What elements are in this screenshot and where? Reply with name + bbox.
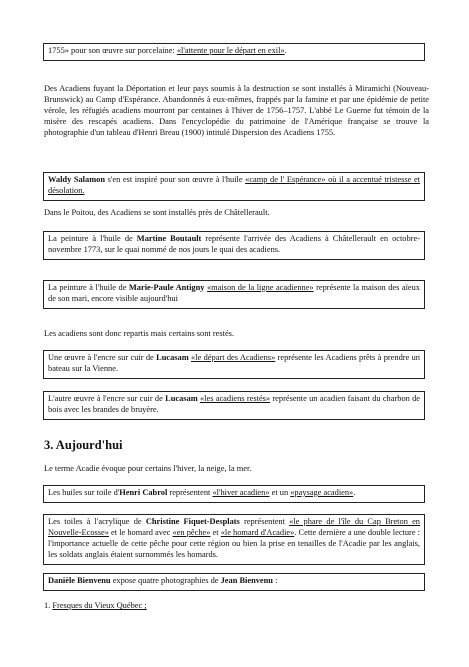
link-camp-esperance[interactable]: «camp de l' Espérance» où il a accentué tristesse et désolation. [48,175,421,195]
artist-name: Lucasam [156,353,189,362]
artist-name: Lucasam [165,394,198,403]
artist-name: Henri Cabrol [119,488,168,497]
link-acadiens-restes[interactable]: «les acadiens restés» [199,394,271,403]
artist-name: Christine Fiquet-Desplats [145,517,240,526]
link-hiver-acadien[interactable]: «l'hiver acadien» [212,488,270,497]
artist-name: Waldy Salamon [48,175,106,184]
artist-name: Jean Bienvenu [220,576,273,585]
section-heading: 3. Aujourd'hui [44,438,123,452]
link-paysage-acadien[interactable]: «paysage acadien» [290,488,354,497]
list-item: 1. Fresques du Vieux Québec ; [44,601,147,610]
paragraph-poitou: Dans le Poitou, des Acadiens se sont installés près de Châtellerault. [44,208,270,217]
box-martine-boutault: La peinture à l'huile de Martine Boutault représente l'arrivée des Acadiens à Châtellerault en octobre-novembre 1773, sur le quai nommé de nos jours le quai des acadiens. [43,231,425,260]
link-attente-exil[interactable]: «l'attente pour le départ en exil» [176,46,285,55]
box-porcelaine: 1755» pour son œuvre sur porcelaine: «l'attente pour le départ en exil». [43,43,425,61]
box-lucasam-depart: Une œuvre à l'encre sur cuir de Lucasam «le départ des Acadiens» représente les Acadiens prêts à prendre un bateau sur la Vienne. [43,350,425,379]
link-fresques-vieux-quebec[interactable]: Fresques du Vieux Québec ; [52,601,147,610]
link-phare-cap-breton[interactable]: «le phare de l'île du Cap Breton en Nouvelle-Ecosse» [48,517,420,537]
box-daniele-bienvenu: Danièle Bienvenu expose quatre photographies de Jean Bienvenu : [43,573,425,591]
artist-name: Martine Boutault [136,234,202,243]
box-marie-paule-antigny: La peinture à l'huile de Marie-Paule Antigny «maison de la ligne acadienne» représente la maison des aïeux de son mari, encore visible aujourd'hui [43,280,425,309]
paragraph-miramichi: Des Acadiens fuyant la Déportation et leur pays soumis à la destruction se sont installés à Miramichi (Nouveau-Brunswick) au Camp d'Espérance. Abandonnés à eux-mêmes, frappés par la famine et par une épidémie de petite vérole, les réfugiés acadiens mourront par centaines à l'hiver de 1756–1757. L'abbé Le Guerne fut témoin de la misère des rescapés acadiens. Dans l'encyclopédie du patrimoine de l'Amérique française se trouve la photographie d'un tableau d'Henri Breau (1900) intitulé Dispersion des Acadiens 1755. [44,84,429,137]
box-waldy-salamon: Waldy Salamon s'en est inspiré pour son œuvre à l'huile «camp de l' Espérance» où il a accentué tristesse et désolation. [43,172,425,201]
box-henri-cabrol: Les huiles sur toile d'Henri Cabrol représentent «l'hiver acadien» et un «paysage acadien». [43,485,425,503]
artist-name: Marie-Paule Antigny [128,283,205,292]
artist-name: Danièle Bienvenu [48,576,111,585]
paragraph-acadie-evoque: Le terme Acadie évoque pour certains l'hiver, la neige, la mer. [44,464,252,473]
link-en-peche[interactable]: «en pêche» [172,527,211,537]
link-maison-ligne[interactable]: «maison de la ligne acadienne» [206,283,314,292]
link-homard-acadie[interactable]: «le homard d'Acadie» [220,527,295,537]
box-christine-fiquet-desplats: Les toiles à l'acrylique de Christine Fiquet-Desplats représentent «le phare de l'île du Cap Breton en Nouvelle-Ecosse» et le homard avec «en pêche» et «le homard d'Acadie». Cette dernière a une double lecture : l'importance actuelle de cette pêche pour cette région ou bien la prise en tenailles de l'Acadie par les anglais, les soldats anglais étaient surnommés les homards. [43,514,425,565]
paragraph-repartis: Les acadiens sont donc repartis mais certains sont restés. [44,329,235,338]
box-lucasam-restes: L'autre œuvre à l'encre sur cuir de Lucasam «les acadiens restés» représente un acadien faisant du charbon de bois avec les brandes de bruyère. [43,391,425,420]
link-depart-acadiens[interactable]: «le départ des Acadiens» [191,353,276,362]
